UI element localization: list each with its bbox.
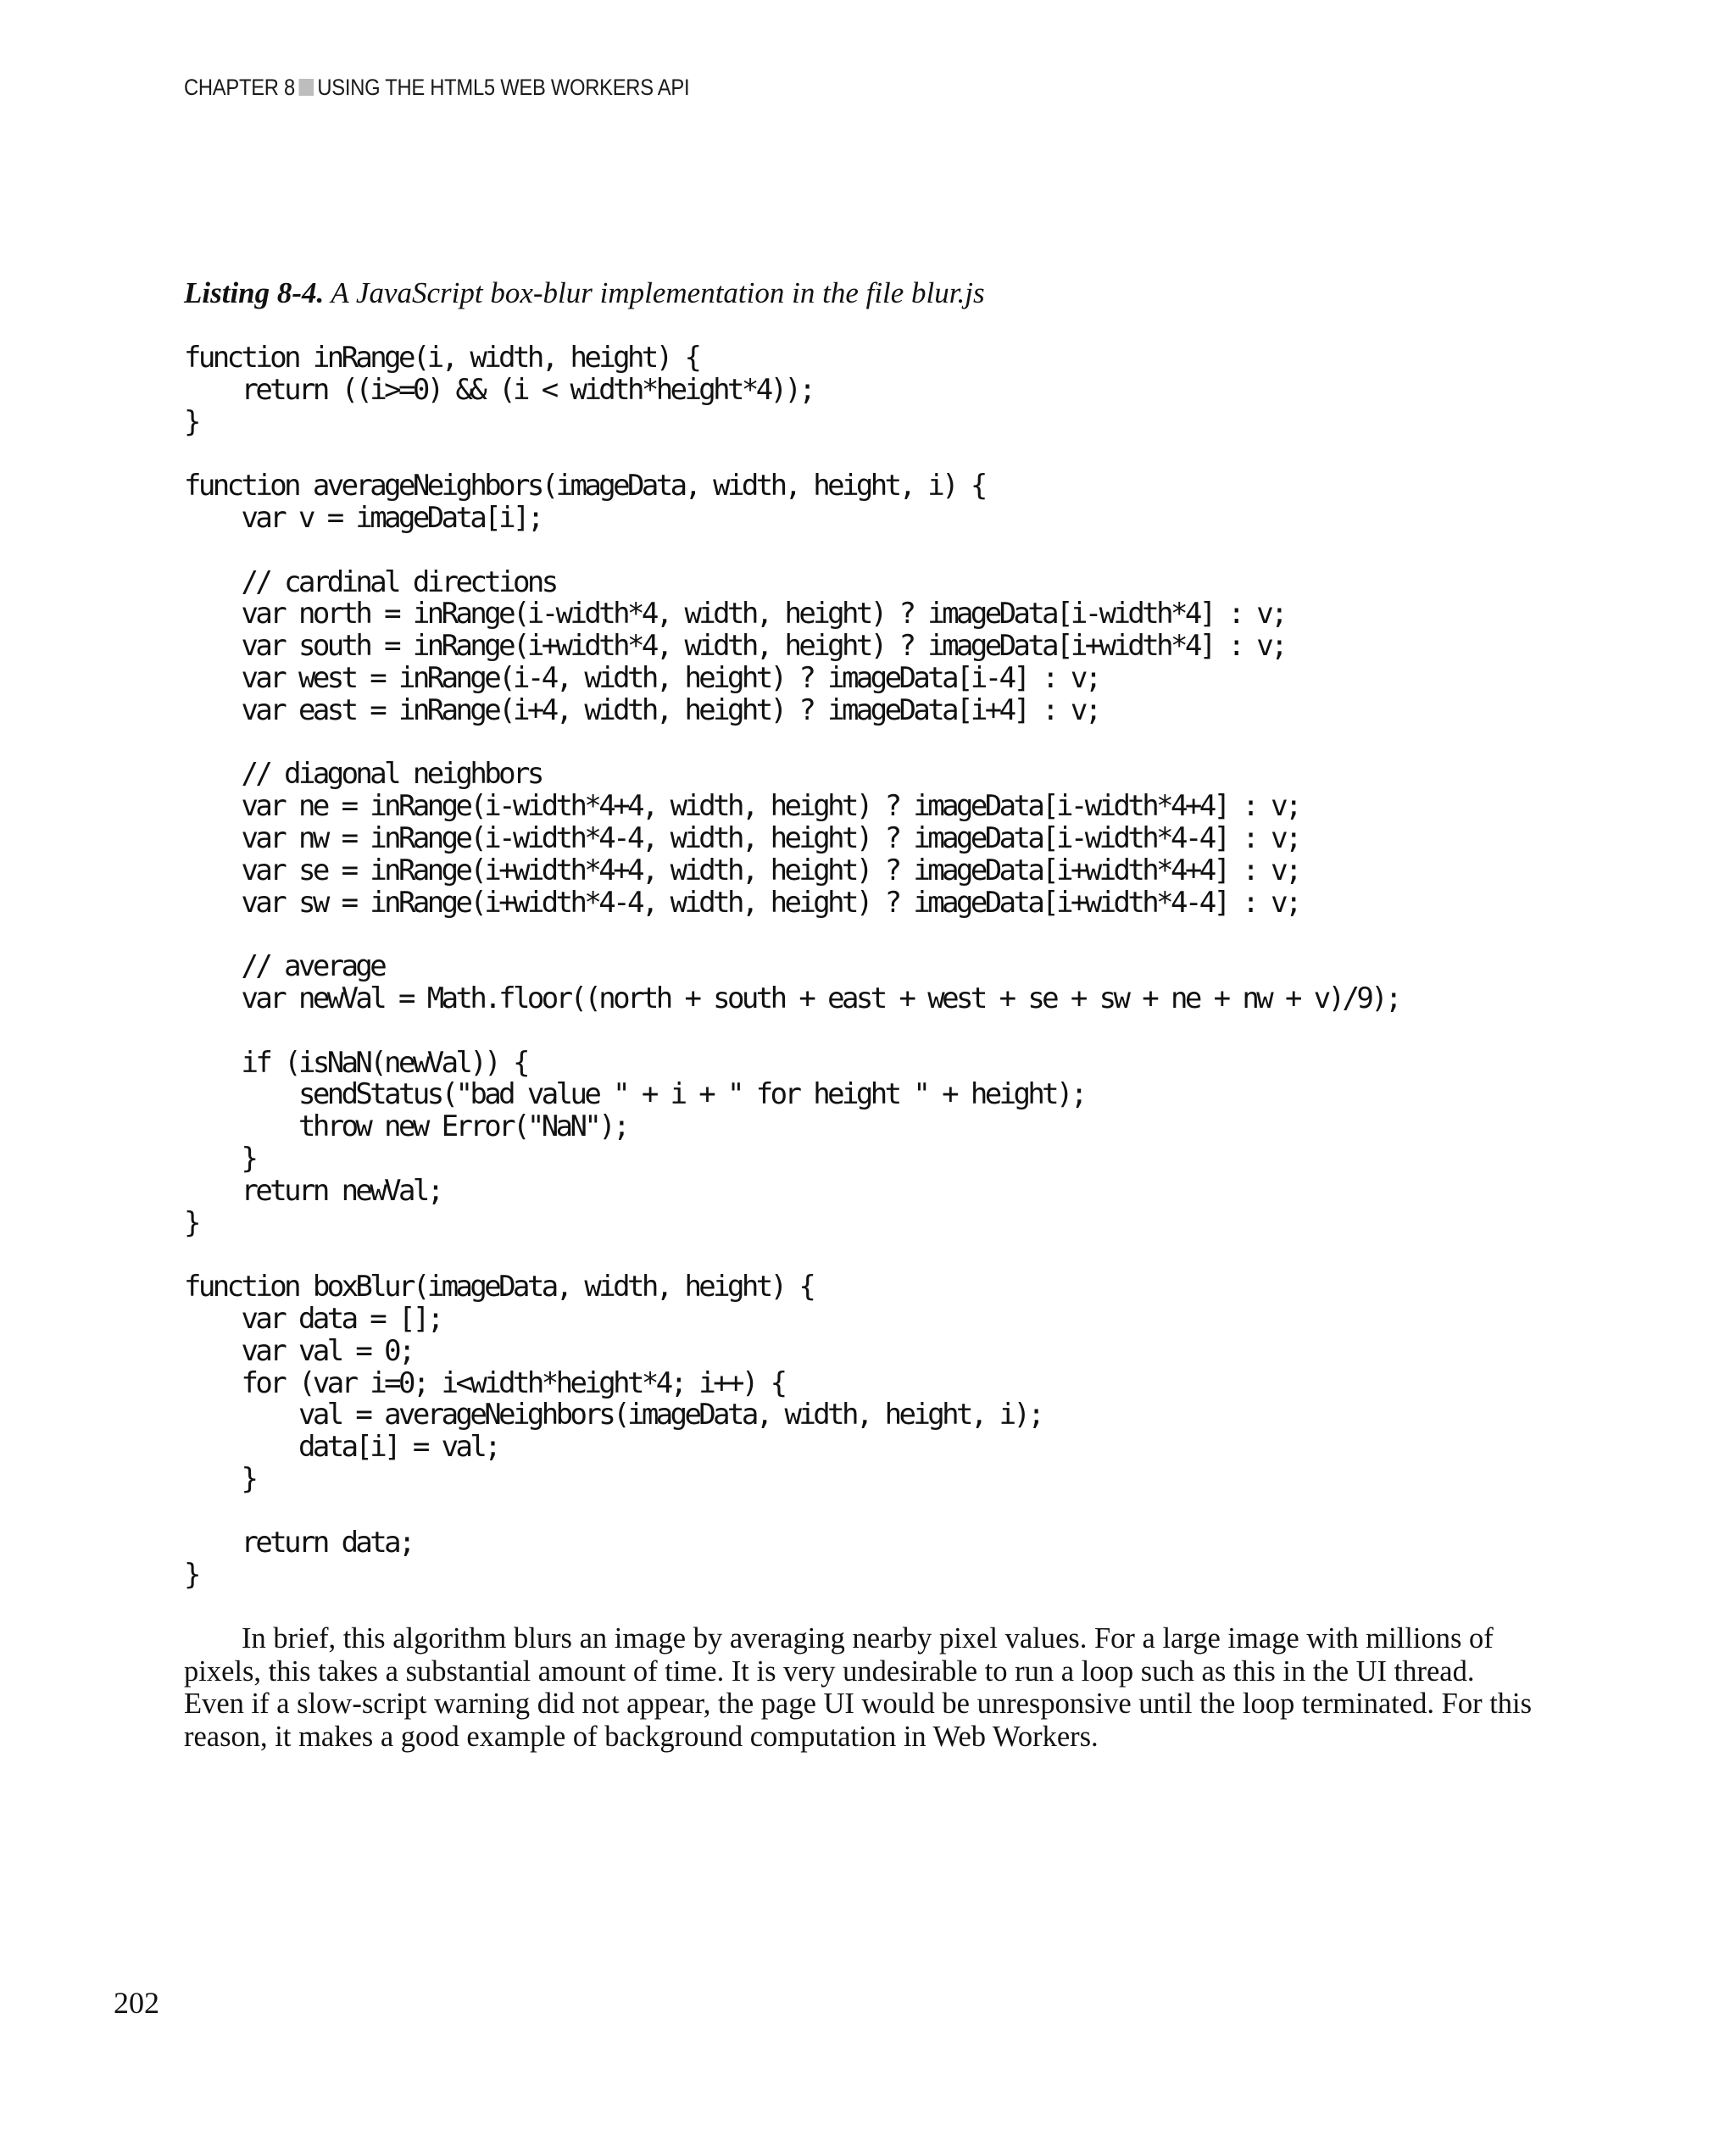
code-line: var newVal = Math.floor((north + south + east + west + se + sw + ne + nw + v)/9); [184, 981, 1399, 1015]
page-number: 202 [114, 1986, 159, 2020]
code-listing [184, 342, 1399, 1592]
code-line: var nw = inRange(i-width*4-4, width, height) ? imageData[i-width*4-4] : v; [184, 820, 1299, 855]
code-line: // diagonal neighbors [184, 757, 542, 792]
code-line: var ne = inRange(i-width*4+4, width, height) ? imageData[i-width*4+4] : v; [184, 789, 1299, 824]
body-paragraph: In brief, this algorithm blurs an image by averaging nearby pixel values. For a large image with millions of pixels, this takes a substantial amount of time. It is very undesirable to run a loop such as this in the UI thread. Even if a slow-script warning did not appear, the page UI would be unresponsive until the loop terminated. For this reason, it makes a good example of background computation in Web Workers. [184, 1622, 1533, 1753]
code-line: var v = imageData[i]; [184, 500, 542, 535]
listing-label: Listing 8-4. [184, 276, 325, 309]
code-line: var val = 0; [184, 1333, 413, 1368]
code-line: return data; [184, 1526, 413, 1560]
code-line: } [184, 1558, 198, 1593]
code-line: return newVal; [184, 1173, 442, 1208]
code-line [184, 919, 1399, 951]
code-line [184, 1496, 1399, 1528]
code-line: for (var i=0; i<width*height*4; i++) { [184, 1365, 785, 1400]
code-line: return ((i>=0) && (i < width*height*4)); [184, 372, 814, 407]
code-line: function inRange(i, width, height) { [184, 341, 699, 375]
code-line: } [184, 1205, 198, 1240]
code-line: var sw = inRange(i+width*4-4, width, height) ? imageData[i+width*4-4] : v; [184, 885, 1299, 920]
code-line [184, 727, 1399, 759]
chapter-title: USING THE HTML5 WEB WORKERS API [317, 75, 690, 100]
code-line [184, 438, 1399, 470]
code-line: // cardinal directions [184, 564, 556, 599]
code-line: var west = inRange(i-4, width, height) ? imageData[i-4] : v; [184, 660, 1099, 695]
code-line: } [184, 404, 198, 439]
code-line [184, 1239, 1399, 1271]
listing-caption-text: A JavaScript box-blur implementation in the file blur.js [331, 276, 985, 309]
code-line: data[i] = val; [184, 1430, 499, 1465]
listing-caption [184, 276, 985, 310]
code-line: var se = inRange(i+width*4+4, width, height) ? imageData[i+width*4+4] : v; [184, 853, 1299, 887]
code-line: if (isNaN(newVal)) { [184, 1045, 527, 1080]
code-line: val = averageNeighbors(imageData, width, height, i); [184, 1398, 1043, 1432]
code-line: var data = []; [184, 1301, 442, 1336]
running-head [184, 75, 689, 101]
code-line: throw new Error("NaN"); [184, 1109, 627, 1144]
code-line: } [184, 1461, 256, 1496]
code-line: // average [184, 949, 385, 984]
code-line: var north = inRange(i-width*4, width, height) ? imageData[i-width*4] : v; [184, 597, 1285, 631]
square-separator-icon [298, 79, 314, 96]
code-line [184, 535, 1399, 567]
code-line: sendStatus("bad value " + i + " for height " + height); [184, 1077, 1085, 1112]
code-line [184, 1015, 1399, 1048]
code-line: function boxBlur(imageData, width, height) { [184, 1270, 814, 1304]
code-line: var south = inRange(i+width*4, width, height) ? imageData[i+width*4] : v; [184, 629, 1285, 664]
chapter-number: CHAPTER 8 [184, 75, 295, 100]
code-line: var east = inRange(i+4, width, height) ? imageData[i+4] : v; [184, 692, 1099, 727]
code-line: function averageNeighbors(imageData, width, height, i) { [184, 469, 985, 503]
code-line: } [184, 1141, 256, 1176]
